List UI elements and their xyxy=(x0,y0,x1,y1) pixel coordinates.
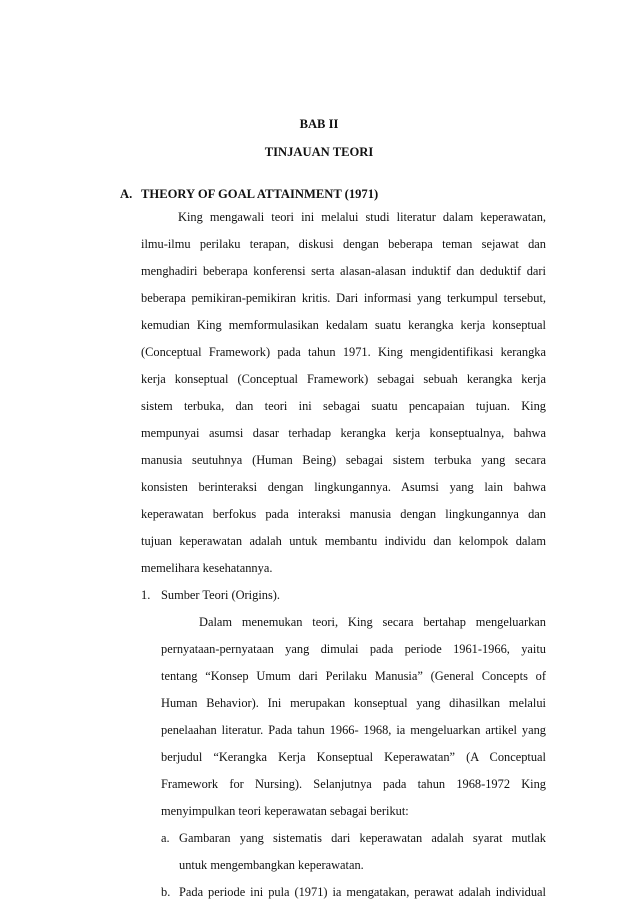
paragraph-line: tentang “Konsep Umum dari Perilaku Manusia” (General Concepts of xyxy=(161,669,546,683)
paragraph-line: Human Behavior). Ini merupakan konseptual yang dihasilkan melalui xyxy=(161,696,546,710)
paragraph-line: manusia seutuhnya (Human Being) sebagai sistem terbuka yang secara xyxy=(141,453,546,467)
chapter-number: BAB II xyxy=(299,117,339,131)
chapter-title: TINJAUAN TEORI xyxy=(264,145,374,159)
paragraph-line: menyimpulkan teori keperawatan sebagai berikut: xyxy=(161,804,409,818)
subsection-heading: Sumber Teori (Origins). xyxy=(161,588,281,602)
list-item-line: Gambaran yang sistematis dari keperawatan adalah syarat mutlak xyxy=(179,831,546,845)
paragraph-line: tujuan keperawatan adalah untuk membantu individu dan kelompok dalam xyxy=(141,534,546,548)
paragraph-line: Dalam menemukan teori, King secara bertahap mengeluarkan xyxy=(199,615,546,629)
list-item-marker: a. xyxy=(161,831,170,845)
paragraph-line: sistem terbuka, dan teori ini sebagai suatu pencapaian tujuan. King xyxy=(141,399,546,413)
list-item-line: Pada periode ini pula (1971) ia mengatakan, perawat adalah individual xyxy=(179,885,546,899)
paragraph-line: keperawatan berfokus pada interaksi manusia dengan lingkungannya dan xyxy=(141,507,546,521)
list-item-marker: b. xyxy=(161,885,171,899)
paragraph-line: menghadiri beberapa konferensi serta alasan-alasan induktif dan deduktif dari xyxy=(141,264,546,278)
paragraph-line: beberapa pemikiran-pemikiran kritis. Dari informasi yang terkumpul tersebut, xyxy=(141,291,546,305)
list-item-line: untuk mengembangkan keperawatan. xyxy=(179,858,364,872)
paragraph-line: ilmu-ilmu perilaku terapan, diskusi dengan beberapa teman sejawat dan xyxy=(141,237,546,251)
paragraph-line: penelaahan literatur. Pada tahun 1966- 1968, ia mengeluarkan artikel yang xyxy=(161,723,546,737)
paragraph-line: memelihara kesehatannya. xyxy=(141,561,273,575)
paragraph-line: konsisten berinteraksi dengan lingkungannya. Asumsi yang lain bahwa xyxy=(141,480,546,494)
paragraph-line: pernyataan-pernyataan yang dimulai pada periode 1961-1966, yaitu xyxy=(161,642,546,656)
paragraph-line: (Conceptual Framework) pada tahun 1971. King mengidentifikasi kerangka xyxy=(141,345,546,359)
paragraph-line: Framework for Nursing). Selanjutnya pada tahun 1968-1972 King xyxy=(161,777,546,791)
paragraph-line: kerja konseptual (Conceptual Framework) sebagai sebuah kerangka kerja xyxy=(141,372,546,386)
paragraph-line: berjudul “Kerangka Kerja Konseptual Keperawatan” (A Conceptual xyxy=(161,750,546,764)
paragraph-line: kemudian King memformulasikan kedalam suatu kerangka kerja konseptual xyxy=(141,318,546,332)
section-heading: THEORY OF GOAL ATTAINMENT (1971) xyxy=(141,187,379,201)
paragraph-line: King mengawali teori ini melalui studi literatur dalam keperawatan, xyxy=(178,210,546,224)
paragraph-line: mempunyai asumsi dasar terhadap kerangka kerja konseptualnya, bahwa xyxy=(141,426,546,440)
section-marker: A. xyxy=(120,187,133,201)
subsection-marker: 1. xyxy=(141,588,151,602)
